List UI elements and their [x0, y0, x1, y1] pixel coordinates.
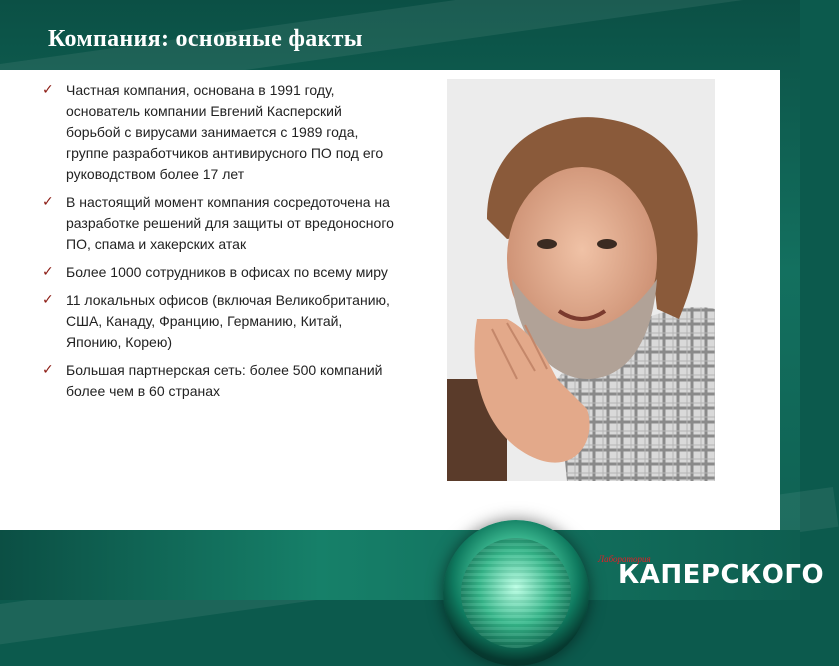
bullet-list	[40, 80, 400, 409]
bullet-item	[40, 192, 400, 255]
bullet-item	[40, 290, 400, 353]
checkmark-icon: ✓	[42, 194, 54, 210]
bullet-text: Большая партнерская сеть: более 500 компаний более чем в 60 странах	[66, 362, 383, 399]
checkmark-icon: ✓	[42, 292, 54, 308]
logo-wordmark: КАПЕРСКОГО	[618, 560, 825, 590]
logo-tagline: Лаборатория	[598, 554, 651, 564]
bullet-item	[40, 360, 400, 402]
portrait-photo	[447, 79, 715, 481]
checkmark-icon: ✓	[42, 264, 54, 280]
bullet-text: Частная компания, основана в 1991 году, основатель компании Евгений Касперский борьбой с вирусами занимается с 1989 года, группе разработчиков антивирусного ПО под его руководством более 17 лет	[66, 82, 384, 182]
glow-orb-decoration	[443, 520, 589, 666]
checkmark-icon: ✓	[42, 82, 54, 98]
slide-title: Компания: основные факты	[48, 26, 363, 52]
bullet-item	[40, 80, 400, 185]
bullet-text: Более 1000 сотрудников в офисах по всему миру	[66, 264, 388, 280]
bullet-text: В настоящий момент компания сосредоточена на разработке решений для защиты от вредоносного ПО, спама и хакерских атак	[66, 194, 394, 252]
bullet-item	[40, 262, 400, 283]
company-logo	[596, 548, 825, 596]
bullet-text: 11 локальных офисов (включая Великобританию, США, Канаду, Францию, Германию, Китай, Японию, Корею)	[66, 292, 390, 350]
glow-orb-core	[461, 538, 571, 648]
checkmark-icon: ✓	[42, 362, 54, 378]
portrait-illustration	[447, 79, 715, 481]
